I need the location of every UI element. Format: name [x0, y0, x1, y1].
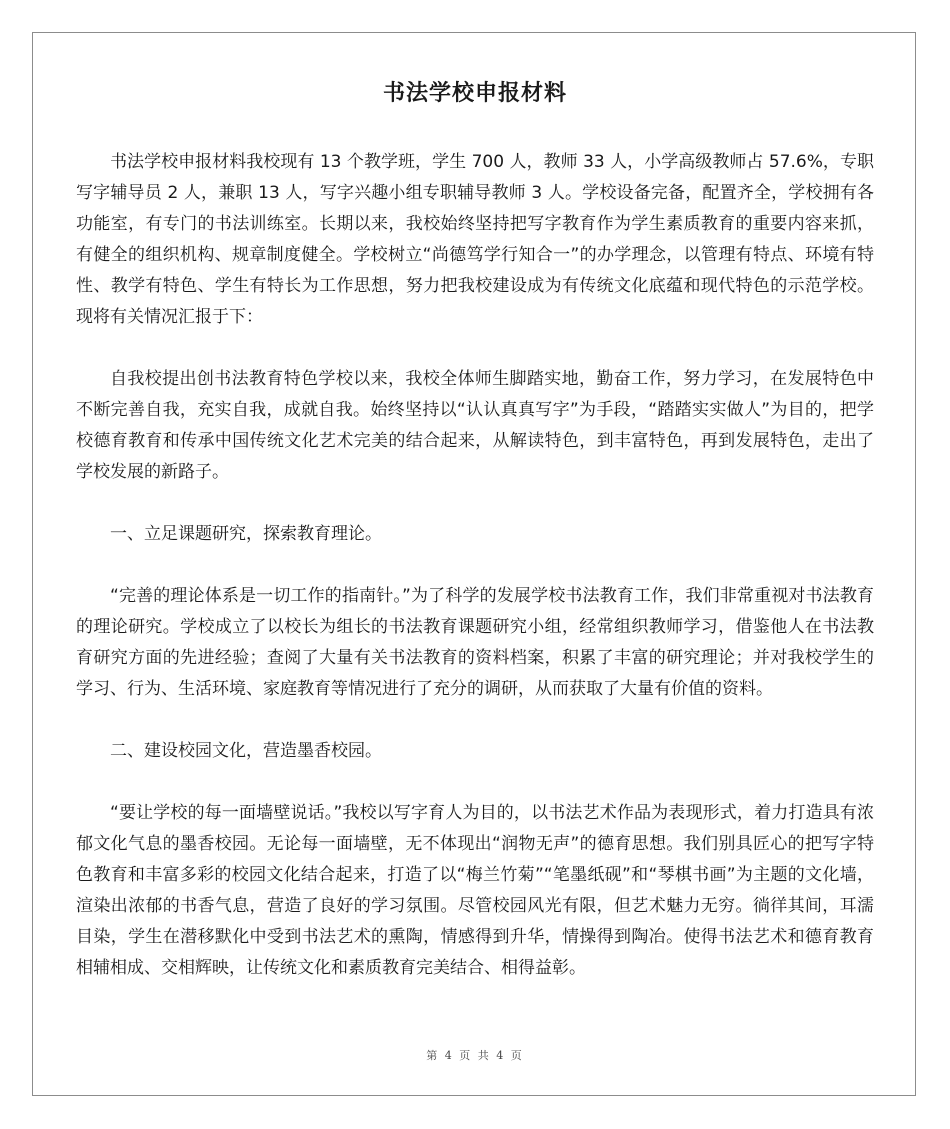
document-title: 书法学校申报材料 — [382, 81, 567, 106]
paragraph-intro: 书法学校申报材料我校现有 13 个教学班，学生 700 人，教师 33 人，小学高级教师占 57.6%，专职写字辅导员 2 人，兼职 13 人，写字兴趣小组专职辅导教师 3 人。学校设备完备，配置齐全，学校拥有各功能室，有专门的书法训练室。长期以来，我校始终坚持把写字教育作为学生素质教育的重要内容来抓，有健全的组织机构、规章制度健全。学校树立“尚德笃学行知合一”的办学理念，以管理有特点、环境有特性、教学有特色、学生有特长为工作思想，努力把我校建设成为有传统文化底蕴和现代特色的示范学校。现将有关情况汇报于下： — [76, 152, 874, 327]
page-number: 第 4 页 共 4 页 — [426, 1049, 524, 1062]
section-heading-2: 二、建设校园文化，营造墨香校园。 — [110, 741, 382, 761]
paragraph-overview: 自我校提出创书法教育特色学校以来，我校全体师生脚踏实地，勤奋工作，努力学习，在发展特色中不断完善自我，充实自我，成就自我。始终坚持以“认认真真写字”为手段，“踏踏实实做人”为目的，把学校德育教育和传承中国传统文化艺术完美的结合起来，从解读特色，到丰富特色，再到发展特色，走出了学校发展的新路子。 — [76, 369, 874, 482]
paragraph-research: “完善的理论体系是一切工作的指南针。”为了科学的发展学校书法教育工作，我们非常重视对书法教育的理论研究。学校成立了以校长为组长的书法教育课题研究小组，经常组织教师学习，借鉴他人在书法教育研究方面的先进经验；查阅了大量有关书法教育的资料档案，积累了丰富的研究理论；并对我校学生的学习、行为、生活环境、家庭教育等情况进行了充分的调研，从而获取了大量有价值的资料。 — [76, 586, 874, 699]
section-heading-1: 一、立足课题研究，探索教育理论。 — [110, 524, 382, 544]
document-body — [76, 147, 874, 984]
paragraph-campus-culture: “要让学校的每一面墙壁说话。”我校以写字育人为目的，以书法艺术作品为表现形式，着力打造具有浓郁文化气息的墨香校园。无论每一面墙壁，无不体现出“润物无声”的德育思想。我们别具匠心的把写字特色教育和丰富多彩的校园文化结合起来，打造了以“梅兰竹菊”“笔墨纸砚”和“琴棋书画”为主题的文化墙，渲染出浓郁的书香气息，营造了良好的学习氛围。尽管校园风光有限，但艺术魅力无穷。徜徉其间，耳濡目染，学生在潜移默化中受到书法艺术的熏陶，情感得到升华，情操得到陶冶。使得书法艺术和德育教育相辅相成、交相辉映，让传统文化和素质教育完美结合、相得益彰。 — [76, 803, 874, 978]
